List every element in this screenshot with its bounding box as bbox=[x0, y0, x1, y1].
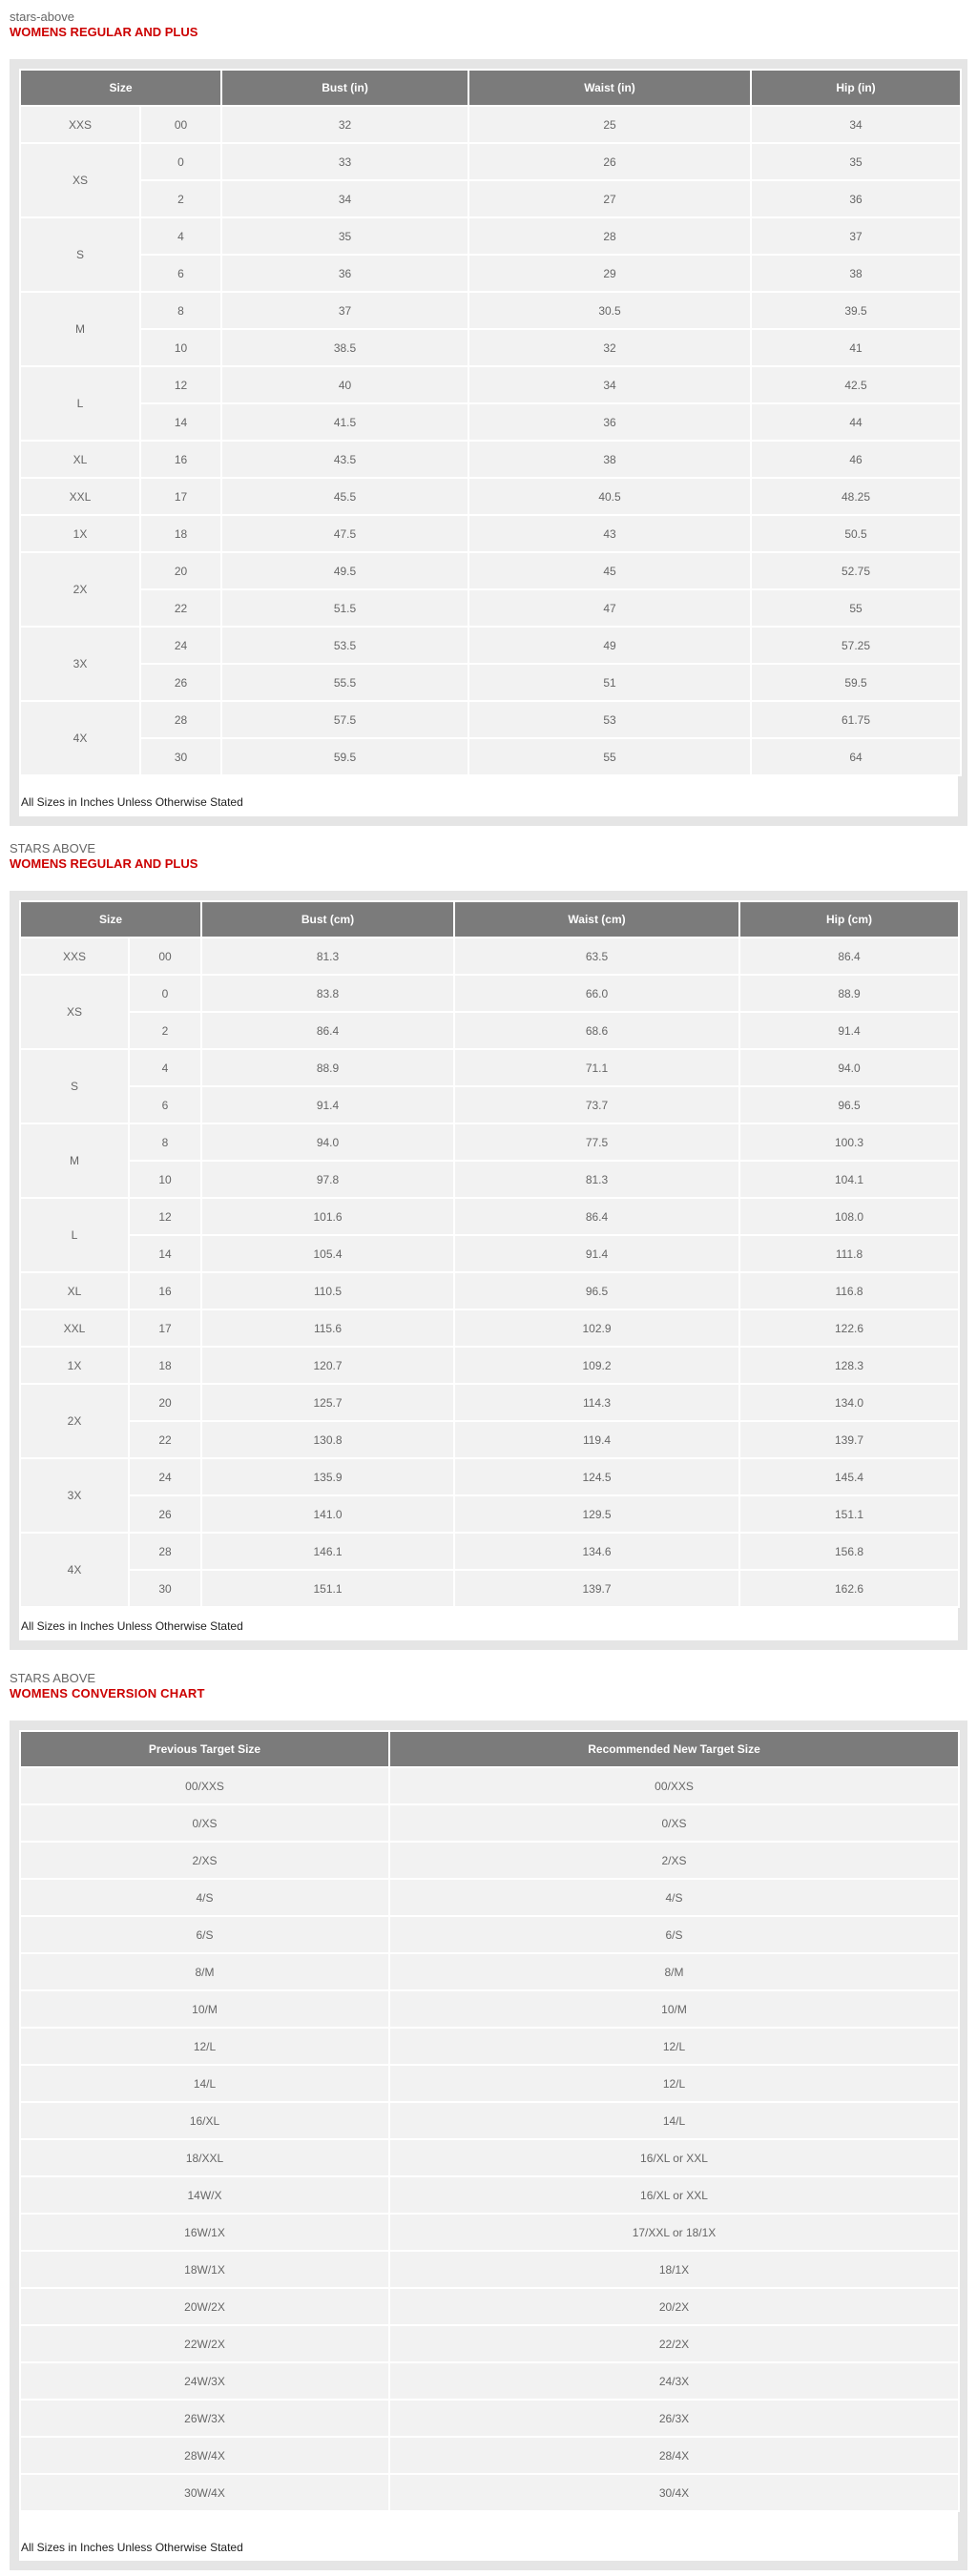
table-row bbox=[21, 367, 960, 402]
table-row bbox=[21, 1534, 958, 1569]
hip-cell: 59.5 bbox=[752, 665, 960, 700]
table-row bbox=[21, 590, 960, 626]
numeric-size-cell: 26 bbox=[130, 1496, 200, 1532]
hip-cell: 57.25 bbox=[752, 628, 960, 663]
footnote: All Sizes in Inches Unless Otherwise Stated bbox=[21, 795, 243, 809]
recommended-size-cell: 16/XL or XXL bbox=[390, 2140, 958, 2175]
recommended-size-cell: 8/M bbox=[390, 1954, 958, 1989]
numeric-size-cell: 24 bbox=[130, 1459, 200, 1494]
waist-cell: 28 bbox=[469, 218, 750, 254]
numeric-size-cell: 24 bbox=[141, 628, 220, 663]
hip-cell: 145.4 bbox=[740, 1459, 958, 1494]
numeric-size-cell: 17 bbox=[141, 479, 220, 514]
hip-cell: 104.1 bbox=[740, 1162, 958, 1197]
column-header: Bust (cm) bbox=[202, 902, 453, 937]
previous-size-cell: 2/XS bbox=[21, 1843, 388, 1878]
table-row bbox=[21, 1050, 958, 1085]
table-row bbox=[21, 1805, 958, 1841]
table-row bbox=[21, 1880, 958, 1915]
previous-size-cell: 18W/1X bbox=[21, 2252, 388, 2287]
table-row bbox=[21, 442, 960, 477]
size-label-cell: XXL bbox=[21, 479, 139, 514]
table-row bbox=[21, 293, 960, 328]
previous-size-cell: 12/L bbox=[21, 2029, 388, 2064]
bust-cell: 51.5 bbox=[222, 590, 468, 626]
hip-cell: 88.9 bbox=[740, 976, 958, 1011]
table-row bbox=[21, 2140, 958, 2175]
size-label-cell: XXS bbox=[21, 107, 139, 142]
bust-cell: 45.5 bbox=[222, 479, 468, 514]
table-row bbox=[21, 479, 960, 514]
bust-cell: 49.5 bbox=[222, 553, 468, 588]
size-label-cell: 2X bbox=[21, 1385, 128, 1457]
size-label-cell: XL bbox=[21, 442, 139, 477]
table-row bbox=[21, 1199, 958, 1234]
bust-cell: 86.4 bbox=[202, 1013, 453, 1048]
hip-cell: 108.0 bbox=[740, 1199, 958, 1234]
size-chart-cm-panel bbox=[10, 891, 967, 1650]
size-chart-inches-table bbox=[19, 69, 962, 776]
waist-cell: 32 bbox=[469, 330, 750, 365]
table-row bbox=[21, 976, 958, 1011]
column-header: Waist (cm) bbox=[455, 902, 738, 937]
chart-title: WOMENS REGULAR AND PLUS bbox=[10, 856, 198, 871]
bust-cell: 36 bbox=[222, 256, 468, 291]
waist-cell: 43 bbox=[469, 516, 750, 551]
table-row bbox=[21, 938, 958, 974]
numeric-size-cell: 14 bbox=[141, 404, 220, 440]
table-row bbox=[21, 553, 960, 588]
table-row bbox=[21, 1162, 958, 1197]
waist-cell: 81.3 bbox=[455, 1162, 738, 1197]
table-row bbox=[21, 1273, 958, 1309]
previous-size-cell: 20W/2X bbox=[21, 2289, 388, 2324]
table-row bbox=[21, 2103, 958, 2138]
waist-cell: 73.7 bbox=[455, 1087, 738, 1123]
bust-cell: 34 bbox=[222, 181, 468, 216]
numeric-size-cell: 2 bbox=[130, 1013, 200, 1048]
size-label-cell: XXL bbox=[21, 1310, 128, 1346]
table-row bbox=[21, 1459, 958, 1494]
numeric-size-cell: 4 bbox=[130, 1050, 200, 1085]
numeric-size-cell: 4 bbox=[141, 218, 220, 254]
numeric-size-cell: 00 bbox=[130, 938, 200, 974]
size-label-cell: M bbox=[21, 1124, 128, 1197]
numeric-size-cell: 14 bbox=[130, 1236, 200, 1271]
footnote: All Sizes in Inches Unless Otherwise Stated bbox=[21, 2541, 243, 2554]
waist-cell: 96.5 bbox=[455, 1273, 738, 1309]
size-label-cell: XS bbox=[21, 976, 128, 1048]
bust-cell: 97.8 bbox=[202, 1162, 453, 1197]
table-row bbox=[21, 2066, 958, 2101]
previous-size-cell: 10/M bbox=[21, 1991, 388, 2027]
previous-size-cell: 14/L bbox=[21, 2066, 388, 2101]
bust-cell: 38.5 bbox=[222, 330, 468, 365]
bust-cell: 94.0 bbox=[202, 1124, 453, 1160]
bust-cell: 43.5 bbox=[222, 442, 468, 477]
table-row bbox=[21, 218, 960, 254]
recommended-size-cell: 30/4X bbox=[390, 2475, 958, 2510]
previous-size-cell: 0/XS bbox=[21, 1805, 388, 1841]
waist-cell: 129.5 bbox=[455, 1496, 738, 1532]
table-row bbox=[21, 1124, 958, 1160]
table-row bbox=[21, 1422, 958, 1457]
numeric-size-cell: 6 bbox=[141, 256, 220, 291]
table-row bbox=[21, 1013, 958, 1048]
bust-cell: 151.1 bbox=[202, 1571, 453, 1606]
bust-cell: 130.8 bbox=[202, 1422, 453, 1457]
numeric-size-cell: 0 bbox=[130, 976, 200, 1011]
previous-size-cell: 4/S bbox=[21, 1880, 388, 1915]
previous-size-cell: 30W/4X bbox=[21, 2475, 388, 2510]
size-label-cell: XXS bbox=[21, 938, 128, 974]
table-row bbox=[21, 144, 960, 179]
table-header-row bbox=[21, 71, 960, 105]
bust-cell: 91.4 bbox=[202, 1087, 453, 1123]
conversion-chart-table bbox=[19, 1730, 960, 2512]
waist-cell: 114.3 bbox=[455, 1385, 738, 1420]
table-row bbox=[21, 739, 960, 774]
table-row bbox=[21, 1991, 958, 2027]
hip-cell: 52.75 bbox=[752, 553, 960, 588]
size-label-cell: XL bbox=[21, 1273, 128, 1309]
table-row bbox=[21, 1310, 958, 1346]
bust-cell: 81.3 bbox=[202, 938, 453, 974]
recommended-size-cell: 12/L bbox=[390, 2066, 958, 2101]
waist-cell: 91.4 bbox=[455, 1236, 738, 1271]
table-row bbox=[21, 1917, 958, 1952]
waist-cell: 27 bbox=[469, 181, 750, 216]
waist-cell: 86.4 bbox=[455, 1199, 738, 1234]
waist-cell: 71.1 bbox=[455, 1050, 738, 1085]
table-row bbox=[21, 1348, 958, 1383]
table-row bbox=[21, 2177, 958, 2213]
chart-title: WOMENS CONVERSION CHART bbox=[10, 1686, 205, 1700]
size-label-cell: S bbox=[21, 218, 139, 291]
size-label-cell: L bbox=[21, 367, 139, 440]
table-row bbox=[21, 2475, 958, 2510]
hip-cell: 156.8 bbox=[740, 1534, 958, 1569]
waist-cell: 77.5 bbox=[455, 1124, 738, 1160]
bust-cell: 37 bbox=[222, 293, 468, 328]
previous-size-cell: 24W/3X bbox=[21, 2363, 388, 2399]
table-row bbox=[21, 256, 960, 291]
waist-cell: 26 bbox=[469, 144, 750, 179]
table-row bbox=[21, 1768, 958, 1803]
recommended-size-cell: 24/3X bbox=[390, 2363, 958, 2399]
recommended-size-cell: 00/XXS bbox=[390, 1768, 958, 1803]
size-chart-cm-table bbox=[19, 900, 960, 1608]
column-header: Previous Target Size bbox=[21, 1732, 388, 1766]
table-row bbox=[21, 181, 960, 216]
recommended-size-cell: 28/4X bbox=[390, 2438, 958, 2473]
numeric-size-cell: 28 bbox=[130, 1534, 200, 1569]
recommended-size-cell: 12/L bbox=[390, 2029, 958, 2064]
column-header: Waist (in) bbox=[469, 71, 750, 105]
bust-cell: 146.1 bbox=[202, 1534, 453, 1569]
column-header: Size bbox=[21, 71, 220, 105]
previous-size-cell: 6/S bbox=[21, 1917, 388, 1952]
waist-cell: 63.5 bbox=[455, 938, 738, 974]
waist-cell: 109.2 bbox=[455, 1348, 738, 1383]
hip-cell: 38 bbox=[752, 256, 960, 291]
previous-size-cell: 28W/4X bbox=[21, 2438, 388, 2473]
bust-cell: 105.4 bbox=[202, 1236, 453, 1271]
waist-cell: 34 bbox=[469, 367, 750, 402]
previous-size-cell: 00/XXS bbox=[21, 1768, 388, 1803]
bust-cell: 59.5 bbox=[222, 739, 468, 774]
table-row bbox=[21, 1087, 958, 1123]
hip-cell: 151.1 bbox=[740, 1496, 958, 1532]
table-row bbox=[21, 330, 960, 365]
bust-cell: 32 bbox=[222, 107, 468, 142]
waist-cell: 51 bbox=[469, 665, 750, 700]
hip-cell: 139.7 bbox=[740, 1422, 958, 1457]
bust-cell: 40 bbox=[222, 367, 468, 402]
hip-cell: 39.5 bbox=[752, 293, 960, 328]
hip-cell: 116.8 bbox=[740, 1273, 958, 1309]
bust-cell: 125.7 bbox=[202, 1385, 453, 1420]
hip-cell: 44 bbox=[752, 404, 960, 440]
hip-cell: 86.4 bbox=[740, 938, 958, 974]
column-header: Hip (in) bbox=[752, 71, 960, 105]
table-row bbox=[21, 2363, 958, 2399]
table-row bbox=[21, 2289, 958, 2324]
numeric-size-cell: 20 bbox=[141, 553, 220, 588]
waist-cell: 25 bbox=[469, 107, 750, 142]
table-row bbox=[21, 516, 960, 551]
section-1-heading bbox=[10, 10, 197, 40]
numeric-size-cell: 26 bbox=[141, 665, 220, 700]
waist-cell: 119.4 bbox=[455, 1422, 738, 1457]
table-row bbox=[21, 1571, 958, 1606]
bust-cell: 135.9 bbox=[202, 1459, 453, 1494]
bust-cell: 41.5 bbox=[222, 404, 468, 440]
table-row bbox=[21, 665, 960, 700]
size-chart-inches-inner bbox=[19, 69, 958, 816]
numeric-size-cell: 20 bbox=[130, 1385, 200, 1420]
waist-cell: 47 bbox=[469, 590, 750, 626]
numeric-size-cell: 30 bbox=[130, 1571, 200, 1606]
hip-cell: 37 bbox=[752, 218, 960, 254]
table-header-row bbox=[21, 1732, 958, 1766]
column-header: Hip (cm) bbox=[740, 902, 958, 937]
waist-cell: 49 bbox=[469, 628, 750, 663]
waist-cell: 55 bbox=[469, 739, 750, 774]
numeric-size-cell: 17 bbox=[130, 1310, 200, 1346]
numeric-size-cell: 18 bbox=[130, 1348, 200, 1383]
hip-cell: 64 bbox=[752, 739, 960, 774]
numeric-size-cell: 30 bbox=[141, 739, 220, 774]
table-row bbox=[21, 1843, 958, 1878]
size-label-cell: M bbox=[21, 293, 139, 365]
waist-cell: 45 bbox=[469, 553, 750, 588]
waist-cell: 38 bbox=[469, 442, 750, 477]
bust-cell: 120.7 bbox=[202, 1348, 453, 1383]
table-row bbox=[21, 2252, 958, 2287]
hip-cell: 50.5 bbox=[752, 516, 960, 551]
footnote: All Sizes in Inches Unless Otherwise Stated bbox=[21, 1619, 243, 1633]
previous-size-cell: 18/XXL bbox=[21, 2140, 388, 2175]
brand-name: STARS ABOVE bbox=[10, 841, 96, 855]
recommended-size-cell: 6/S bbox=[390, 1917, 958, 1952]
hip-cell: 122.6 bbox=[740, 1310, 958, 1346]
waist-cell: 134.6 bbox=[455, 1534, 738, 1569]
numeric-size-cell: 12 bbox=[141, 367, 220, 402]
bust-cell: 115.6 bbox=[202, 1310, 453, 1346]
table-row bbox=[21, 404, 960, 440]
bust-cell: 141.0 bbox=[202, 1496, 453, 1532]
brand-name: stars-above bbox=[10, 10, 74, 24]
numeric-size-cell: 6 bbox=[130, 1087, 200, 1123]
numeric-size-cell: 8 bbox=[141, 293, 220, 328]
hip-cell: 61.75 bbox=[752, 702, 960, 737]
waist-cell: 36 bbox=[469, 404, 750, 440]
size-label-cell: 1X bbox=[21, 516, 139, 551]
size-label-cell: L bbox=[21, 1199, 128, 1271]
column-header: Size bbox=[21, 902, 200, 937]
bust-cell: 57.5 bbox=[222, 702, 468, 737]
table-row bbox=[21, 2326, 958, 2361]
table-row bbox=[21, 2029, 958, 2064]
numeric-size-cell: 28 bbox=[141, 702, 220, 737]
previous-size-cell: 16W/1X bbox=[21, 2215, 388, 2250]
hip-cell: 35 bbox=[752, 144, 960, 179]
hip-cell: 34 bbox=[752, 107, 960, 142]
hip-cell: 128.3 bbox=[740, 1348, 958, 1383]
numeric-size-cell: 8 bbox=[130, 1124, 200, 1160]
bust-cell: 33 bbox=[222, 144, 468, 179]
table-row bbox=[21, 702, 960, 737]
size-label-cell: S bbox=[21, 1050, 128, 1123]
recommended-size-cell: 20/2X bbox=[390, 2289, 958, 2324]
numeric-size-cell: 2 bbox=[141, 181, 220, 216]
table-row bbox=[21, 2401, 958, 2436]
numeric-size-cell: 00 bbox=[141, 107, 220, 142]
waist-cell: 40.5 bbox=[469, 479, 750, 514]
waist-cell: 53 bbox=[469, 702, 750, 737]
previous-size-cell: 26W/3X bbox=[21, 2401, 388, 2436]
hip-cell: 100.3 bbox=[740, 1124, 958, 1160]
bust-cell: 47.5 bbox=[222, 516, 468, 551]
hip-cell: 162.6 bbox=[740, 1571, 958, 1606]
recommended-size-cell: 0/XS bbox=[390, 1805, 958, 1841]
size-label-cell: XS bbox=[21, 144, 139, 216]
previous-size-cell: 22W/2X bbox=[21, 2326, 388, 2361]
recommended-size-cell: 26/3X bbox=[390, 2401, 958, 2436]
numeric-size-cell: 16 bbox=[130, 1273, 200, 1309]
size-label-cell: 4X bbox=[21, 1534, 128, 1606]
table-row bbox=[21, 1954, 958, 1989]
size-label-cell: 3X bbox=[21, 628, 139, 700]
hip-cell: 41 bbox=[752, 330, 960, 365]
column-header: Recommended New Target Size bbox=[390, 1732, 958, 1766]
recommended-size-cell: 10/M bbox=[390, 1991, 958, 2027]
bust-cell: 53.5 bbox=[222, 628, 468, 663]
hip-cell: 91.4 bbox=[740, 1013, 958, 1048]
numeric-size-cell: 22 bbox=[141, 590, 220, 626]
numeric-size-cell: 10 bbox=[130, 1162, 200, 1197]
brand-name: STARS ABOVE bbox=[10, 1671, 96, 1685]
recommended-size-cell: 17/XXL or 18/1X bbox=[390, 2215, 958, 2250]
section-3-heading bbox=[10, 1671, 205, 1701]
size-label-cell: 3X bbox=[21, 1459, 128, 1532]
hip-cell: 42.5 bbox=[752, 367, 960, 402]
hip-cell: 111.8 bbox=[740, 1236, 958, 1271]
column-header: Bust (in) bbox=[222, 71, 468, 105]
table-row bbox=[21, 1496, 958, 1532]
hip-cell: 46 bbox=[752, 442, 960, 477]
recommended-size-cell: 4/S bbox=[390, 1880, 958, 1915]
size-label-cell: 2X bbox=[21, 553, 139, 626]
hip-cell: 94.0 bbox=[740, 1050, 958, 1085]
numeric-size-cell: 16 bbox=[141, 442, 220, 477]
table-row bbox=[21, 1385, 958, 1420]
previous-size-cell: 16/XL bbox=[21, 2103, 388, 2138]
conversion-chart-panel bbox=[10, 1721, 967, 2570]
previous-size-cell: 14W/X bbox=[21, 2177, 388, 2213]
recommended-size-cell: 16/XL or XXL bbox=[390, 2177, 958, 2213]
table-row bbox=[21, 2215, 958, 2250]
previous-size-cell: 8/M bbox=[21, 1954, 388, 1989]
waist-cell: 30.5 bbox=[469, 293, 750, 328]
recommended-size-cell: 22/2X bbox=[390, 2326, 958, 2361]
hip-cell: 96.5 bbox=[740, 1087, 958, 1123]
numeric-size-cell: 18 bbox=[141, 516, 220, 551]
table-row bbox=[21, 1236, 958, 1271]
size-label-cell: 1X bbox=[21, 1348, 128, 1383]
recommended-size-cell: 2/XS bbox=[390, 1843, 958, 1878]
conversion-chart-inner bbox=[19, 1730, 958, 2561]
size-chart-inches-panel bbox=[10, 59, 967, 826]
bust-cell: 83.8 bbox=[202, 976, 453, 1011]
hip-cell: 36 bbox=[752, 181, 960, 216]
numeric-size-cell: 22 bbox=[130, 1422, 200, 1457]
bust-cell: 55.5 bbox=[222, 665, 468, 700]
table-header-row bbox=[21, 902, 958, 937]
chart-title: WOMENS REGULAR AND PLUS bbox=[10, 25, 198, 39]
recommended-size-cell: 18/1X bbox=[390, 2252, 958, 2287]
waist-cell: 102.9 bbox=[455, 1310, 738, 1346]
table-row bbox=[21, 628, 960, 663]
waist-cell: 66.0 bbox=[455, 976, 738, 1011]
section-2-heading bbox=[10, 841, 197, 872]
size-label-cell: 4X bbox=[21, 702, 139, 774]
hip-cell: 55 bbox=[752, 590, 960, 626]
bust-cell: 35 bbox=[222, 218, 468, 254]
waist-cell: 124.5 bbox=[455, 1459, 738, 1494]
waist-cell: 29 bbox=[469, 256, 750, 291]
hip-cell: 48.25 bbox=[752, 479, 960, 514]
numeric-size-cell: 0 bbox=[141, 144, 220, 179]
bust-cell: 101.6 bbox=[202, 1199, 453, 1234]
numeric-size-cell: 12 bbox=[130, 1199, 200, 1234]
waist-cell: 139.7 bbox=[455, 1571, 738, 1606]
recommended-size-cell: 14/L bbox=[390, 2103, 958, 2138]
numeric-size-cell: 10 bbox=[141, 330, 220, 365]
size-chart-cm-inner bbox=[19, 900, 958, 1640]
bust-cell: 110.5 bbox=[202, 1273, 453, 1309]
hip-cell: 134.0 bbox=[740, 1385, 958, 1420]
waist-cell: 68.6 bbox=[455, 1013, 738, 1048]
table-row bbox=[21, 107, 960, 142]
bust-cell: 88.9 bbox=[202, 1050, 453, 1085]
table-row bbox=[21, 2438, 958, 2473]
